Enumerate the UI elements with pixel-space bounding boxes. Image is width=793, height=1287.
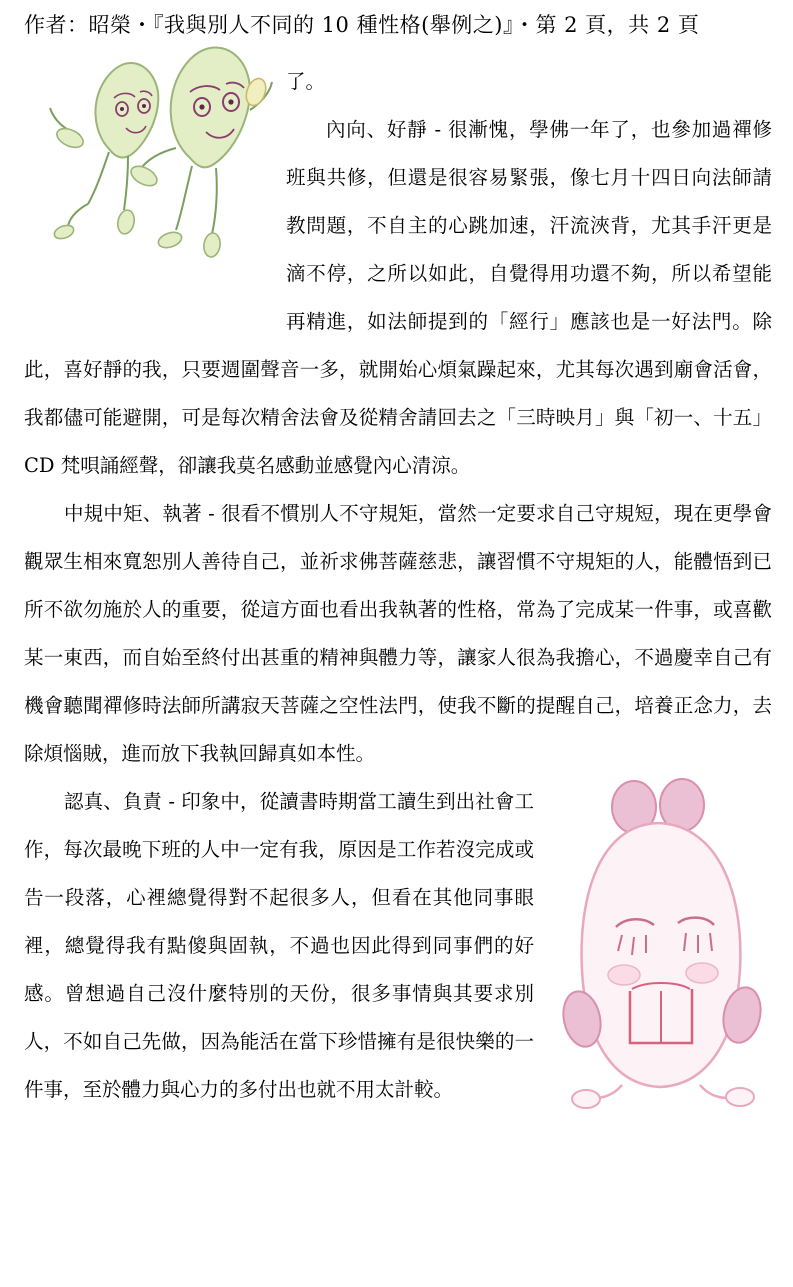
left-illustration-wrap <box>24 58 286 303</box>
paragraph-2: 中規中矩、執著 - 很看不慣別人不守規矩，當然一定要求自己守規短，現在更學會觀眾生相來寬恕別人善待自己，並祈求佛菩薩慈悲，讓習慣不守規矩的人，能體悟到已所不欲勿施於人的重要，從這方面也看出我執著的性格，常為了完成某一件事，或喜歡某一東西，而自始至終付出甚重的精神與體力等，讓家人很為我擔心，不過慶幸自己有機會聽聞禪修時法師所講寂天菩薩之空性法門，使我不斷的提醒自己，培養正念力，去除煩惱賊，進而放下我執回歸真如本性。 <box>24 502 772 765</box>
right-illustration-wrap <box>534 778 772 1128</box>
paragraph-0: 了。 <box>286 70 326 93</box>
page-header: 作者：昭榮・『我與別人不同的 10 種性格(舉例之)』・第 2 頁，共 2 頁 <box>24 13 700 37</box>
paragraph-1: 內向、好靜 - 很漸愧，學佛一年了，也參加過禪修班與共修，但還是很容易緊張，像七月十四日向法師請教問題，不自主的心跳加速，汗流浹背，尤其手汗更是滴不停，之所以如此，自覺得用功還不夠，所以希望能再精進，如法師提到的「經行」應該也是一好法門。除此，喜好靜的我，只要週圍聲音一多，就開始心煩氣躁起來，尤其每次遇到廟會活會，我都儘可能避開，可是每次精舍法會及從精舍請回去之「三時映月」與「初一、十五」CD 梵唄誦經聲，卻讓我莫名感動並感覺內心清涼。 <box>24 118 772 477</box>
document-body <box>24 58 772 1128</box>
paragraph-3: 認真、負責 - 印象中，從讀書時期當工讀生到出社會工作，每次最晚下班的人中一定有我，原因是工作若沒完成或告一段落，心裡總覺得對不起很多人，但看在其他同事眼裡，總覺得我有點傻與固執，不過也因此得到同事們的好感。曾想過自己沒什麼特別的天份，很多事情與其要求別人，不如自己先做，因為能活在當下珍惜擁有是很快樂的一件事，至於體力與心力的多付出也就不用太計較。 <box>24 790 534 1101</box>
